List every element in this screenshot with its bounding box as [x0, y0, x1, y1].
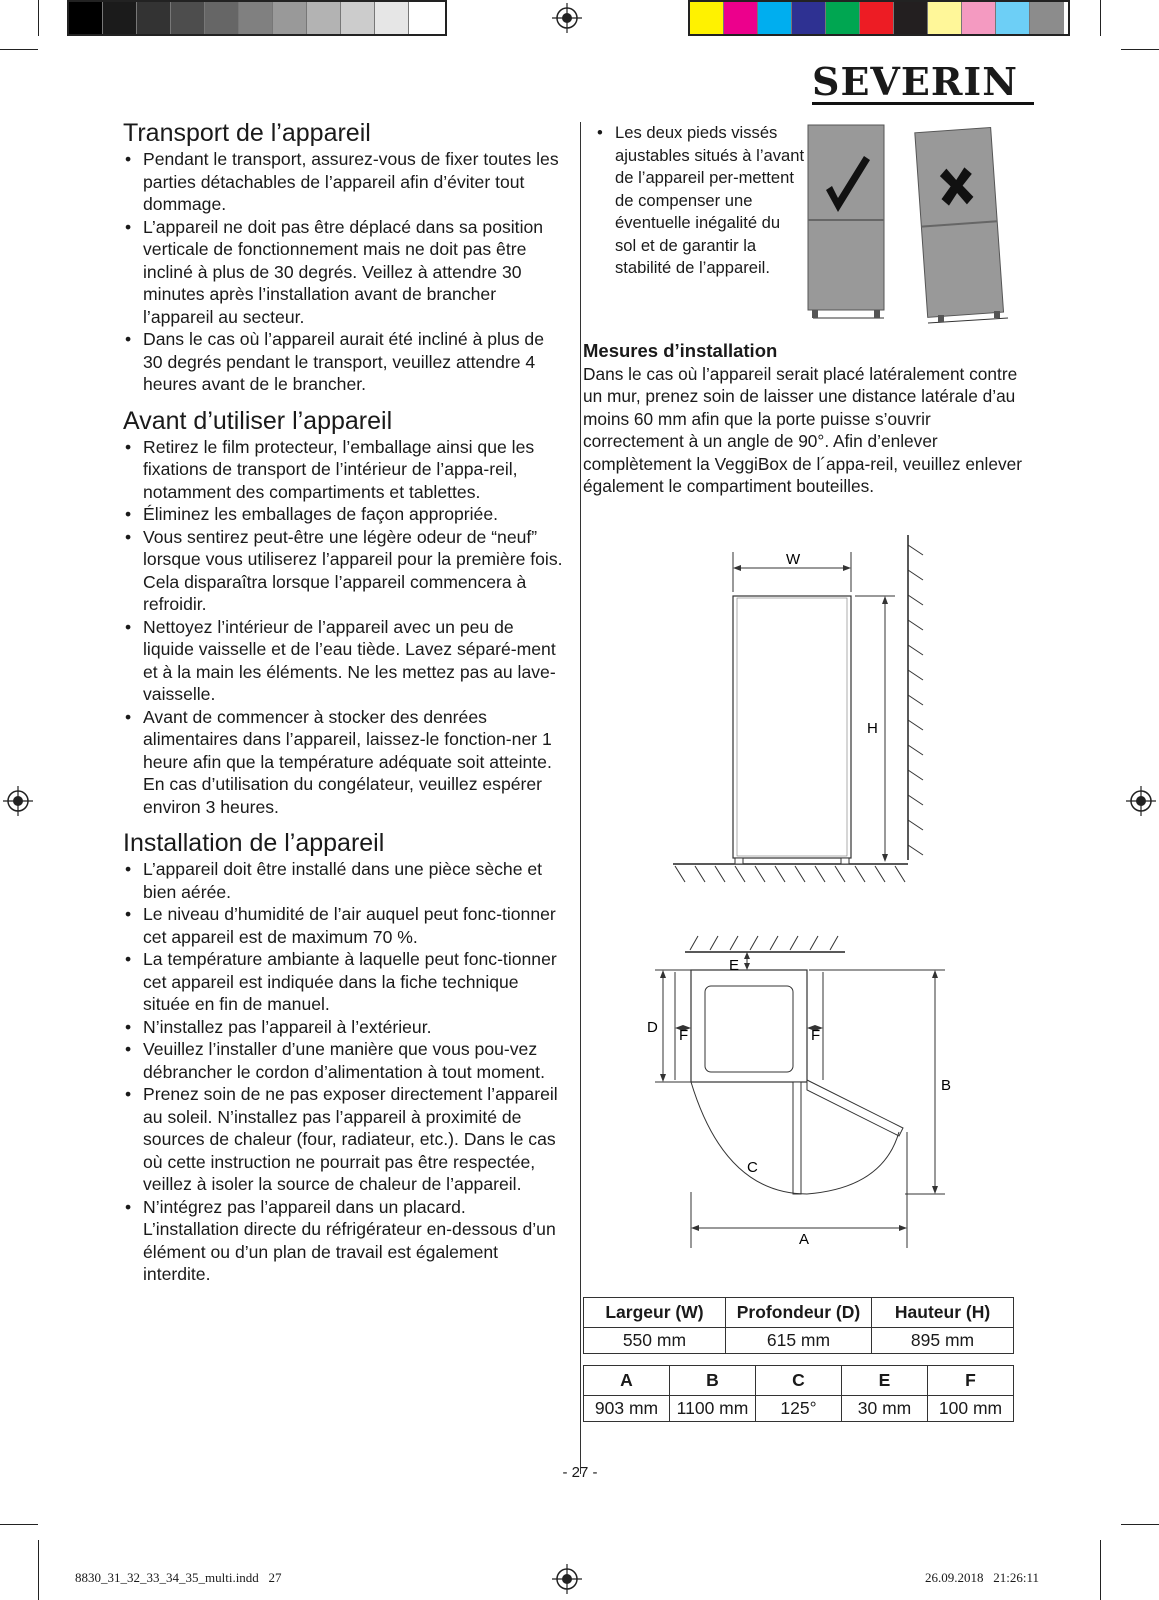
list-item: • Retirez le film protecteur, l’emballage ainsi que les fixations de transport de l’intérieur de l’appa-reil, notamment des compartiments et tablettes. [123, 436, 565, 504]
table-row [584, 1328, 1014, 1354]
dimensions-table [583, 1297, 1014, 1354]
table-header-cell: C [756, 1366, 842, 1396]
gray-swatch [205, 2, 239, 34]
list-item: • N’intégrez pas l’appareil dans un placard. L’installation directe du réfrigérateur en-dessous d’un élément ou d’un plan de travail est également interdite. [123, 1196, 565, 1286]
table-cell: 1100 mm [670, 1396, 756, 1422]
table-header-cell: Hauteur (H) [872, 1298, 1014, 1328]
list-item: • Les deux pieds vissés ajustables situés à l’avant de l’appareil per-mettent de compenser une éventuelle inégalité du sol et de garantir la stabilité de l’appareil. [595, 122, 805, 280]
registration-mark-icon [3, 786, 33, 816]
crop-mark [1100, 0, 1101, 36]
section-title: Installation de l’appareil [123, 829, 385, 857]
left-column [123, 118, 565, 1296]
list-item: • L’appareil ne doit pas être déplacé dans sa position verticale de fonctionnement mais ne doit pas être incliné à plus de 30 degrés. Veillez à attendre 30 minutes après l’installation avant de brancher l’appareil au secteur. [123, 216, 565, 329]
footer-timestamp: 26.09.2018 21:26:11 [925, 1570, 1039, 1585]
clearance-table [583, 1365, 1014, 1422]
list-item: • Avant de commencer à stocker des denrées alimentaires dans l’appareil, laissez-le fonction-ner 1 heure afin que la température adéquate soit atteinte. En cas d’utilisation du congélateur, veuillez espérer environ 3 heures. [123, 706, 565, 819]
color-swatch [1030, 2, 1064, 34]
table-cell: 100 mm [928, 1396, 1014, 1422]
table-cell: 125° [756, 1396, 842, 1422]
section-title: Avant d’utiliser l’appareil [123, 406, 393, 435]
list-item: • La température ambiante à laquelle peut fonc-tionner cet appareil est indiquée dans la fiche technique située en fin de manuel. [123, 948, 565, 1016]
color-swatch [860, 2, 894, 34]
dimension-b-label: B [941, 1077, 952, 1094]
table-header-cell: B [670, 1366, 756, 1396]
crop-mark [38, 1540, 39, 1600]
dimension-w-label: W [786, 551, 801, 568]
table-header-row [584, 1366, 1014, 1396]
gray-swatch [171, 2, 205, 34]
section-title: Transport de l’appareil [123, 119, 371, 147]
section-installation [123, 828, 565, 1286]
crop-mark [0, 1524, 38, 1525]
color-swatch [724, 2, 758, 34]
bullet-list [123, 858, 565, 1286]
color-swatch [758, 2, 792, 34]
brand-logo: SEVERIN [812, 62, 1034, 105]
list-item: • Éliminez les emballages de façon appropriée. [123, 503, 565, 526]
color-swatch [792, 2, 826, 34]
footer-file-name: 8830_31_32_33_34_35_multi.indd 27 [75, 1570, 282, 1585]
list-item: • L’appareil doit être installé dans une pièce sèche et bien aérée. [123, 858, 565, 903]
crop-mark [1121, 1524, 1159, 1525]
table-header-cell: Largeur (W) [584, 1298, 726, 1328]
crop-mark [1100, 1540, 1101, 1600]
list-item: • N’installez pas l’appareil à l’extérieur. [123, 1016, 565, 1039]
list-item: • Nettoyez l’intérieur de l’appareil avec un peu de liquide vaisselle et de l’eau tiède. Lavez séparé-ment et à la main les éléments. Ne les mettez pas au lave-vaisselle. [123, 616, 565, 706]
gray-swatch [273, 2, 307, 34]
list-item: • Pendant le transport, assurez-vous de fixer toutes les parties détachables de l’appareil afin d’éviter tout dommage. [123, 148, 565, 216]
table-header-cell: E [842, 1366, 928, 1396]
section-avant-utiliser [123, 406, 565, 819]
table-cell: 895 mm [872, 1328, 1014, 1354]
bullet-list [595, 122, 805, 280]
mesures-text: Dans le cas où l’appareil serait placé latéralement contre un mur, prenez soin de laisser une distance latérale d’au moins 60 mm afin que la porte puisse s’ouvrir correctement à un angle de 90°. Afin d’enlever complètement la VeggiBox de l´appa-reil, veuillez enlever également le compartiment bouteilles. [583, 363, 1022, 496]
gray-swatch [103, 2, 137, 34]
table-cell: 30 mm [842, 1396, 928, 1422]
section-transport [123, 118, 565, 396]
dimension-d-label: D [647, 1019, 658, 1036]
table-header-cell: F [928, 1366, 1014, 1396]
grayscale-color-bar [67, 0, 447, 36]
dimension-a-label: A [799, 1231, 810, 1248]
table-header-cell: A [584, 1366, 670, 1396]
dimension-f-right-label: F [811, 1027, 821, 1044]
registration-mark-icon [552, 1564, 582, 1594]
fridge-incorrect-icon [915, 127, 1004, 317]
gray-swatch [69, 2, 103, 34]
fridge-correct-icon [808, 125, 884, 318]
bullet-list [123, 148, 565, 396]
top-view-diagram [635, 932, 965, 1272]
table-header-cell: Profondeur (D) [725, 1298, 871, 1328]
table-cell: 615 mm [725, 1328, 871, 1354]
color-swatch [894, 2, 928, 34]
fridge-level-illustration [798, 120, 1028, 330]
gray-swatch [341, 2, 375, 34]
bullet-list [123, 436, 565, 819]
feet-note [595, 122, 805, 280]
gray-swatch [307, 2, 341, 34]
color-swatch [690, 2, 724, 34]
list-item: • Le niveau d’humidité de l’air auquel peut fonc-tionner cet appareil est de maximum 70 %. [123, 903, 565, 948]
dimension-f-left-label: F [679, 1027, 689, 1044]
color-swatch [962, 2, 996, 34]
registration-mark-icon [1126, 786, 1156, 816]
gray-swatch [375, 2, 409, 34]
list-item: • Dans le cas où l’appareil aurait été incliné à plus de 30 degrés pendant le transport, veuillez attendre 4 heures avant de le brancher. [123, 328, 565, 396]
list-item: • Veuillez l’installer d’une manière que vous pou-vez débrancher le cordon d’alimentation à tout moment. [123, 1038, 565, 1083]
mesures-section [583, 340, 1023, 498]
color-swatch [996, 2, 1030, 34]
gray-swatch [137, 2, 171, 34]
mesures-title: Mesures d’installation [583, 340, 778, 361]
page-number: - 27 - [562, 1464, 598, 1481]
table-row [584, 1396, 1014, 1422]
color-swatch [826, 2, 860, 34]
gray-swatch [409, 2, 443, 34]
column-divider [580, 122, 581, 1474]
process-color-bar [688, 0, 1070, 36]
table-cell: 550 mm [584, 1328, 726, 1354]
table-header-row [584, 1298, 1014, 1328]
registration-mark-icon [552, 3, 582, 33]
list-item: • Prenez soin de ne pas exposer directement l’appareil au soleil. N’installez pas l’appareil à proximité de sources de chaleur (four, radiateur, etc.). Dans le cas où cette instruction ne pourrait pas être respectée, veillez à isoler la source de chaleur de l’appareil. [123, 1083, 565, 1196]
dimension-c-label: C [747, 1159, 758, 1176]
color-swatch [928, 2, 962, 34]
side-view-diagram [665, 530, 935, 890]
crop-mark [38, 0, 39, 36]
dimension-e-label: E [729, 957, 740, 974]
crop-mark [0, 49, 38, 50]
gray-swatch [239, 2, 273, 34]
crop-mark [1121, 49, 1159, 50]
list-item: • Vous sentirez peut-être une légère odeur de “neuf” lorsque vous utiliserez l’appareil pour la première fois. Cela disparaîtra lorsque l’appareil commencera à refroidir. [123, 526, 565, 616]
table-cell: 903 mm [584, 1396, 670, 1422]
dimension-h-label: H [867, 720, 878, 737]
